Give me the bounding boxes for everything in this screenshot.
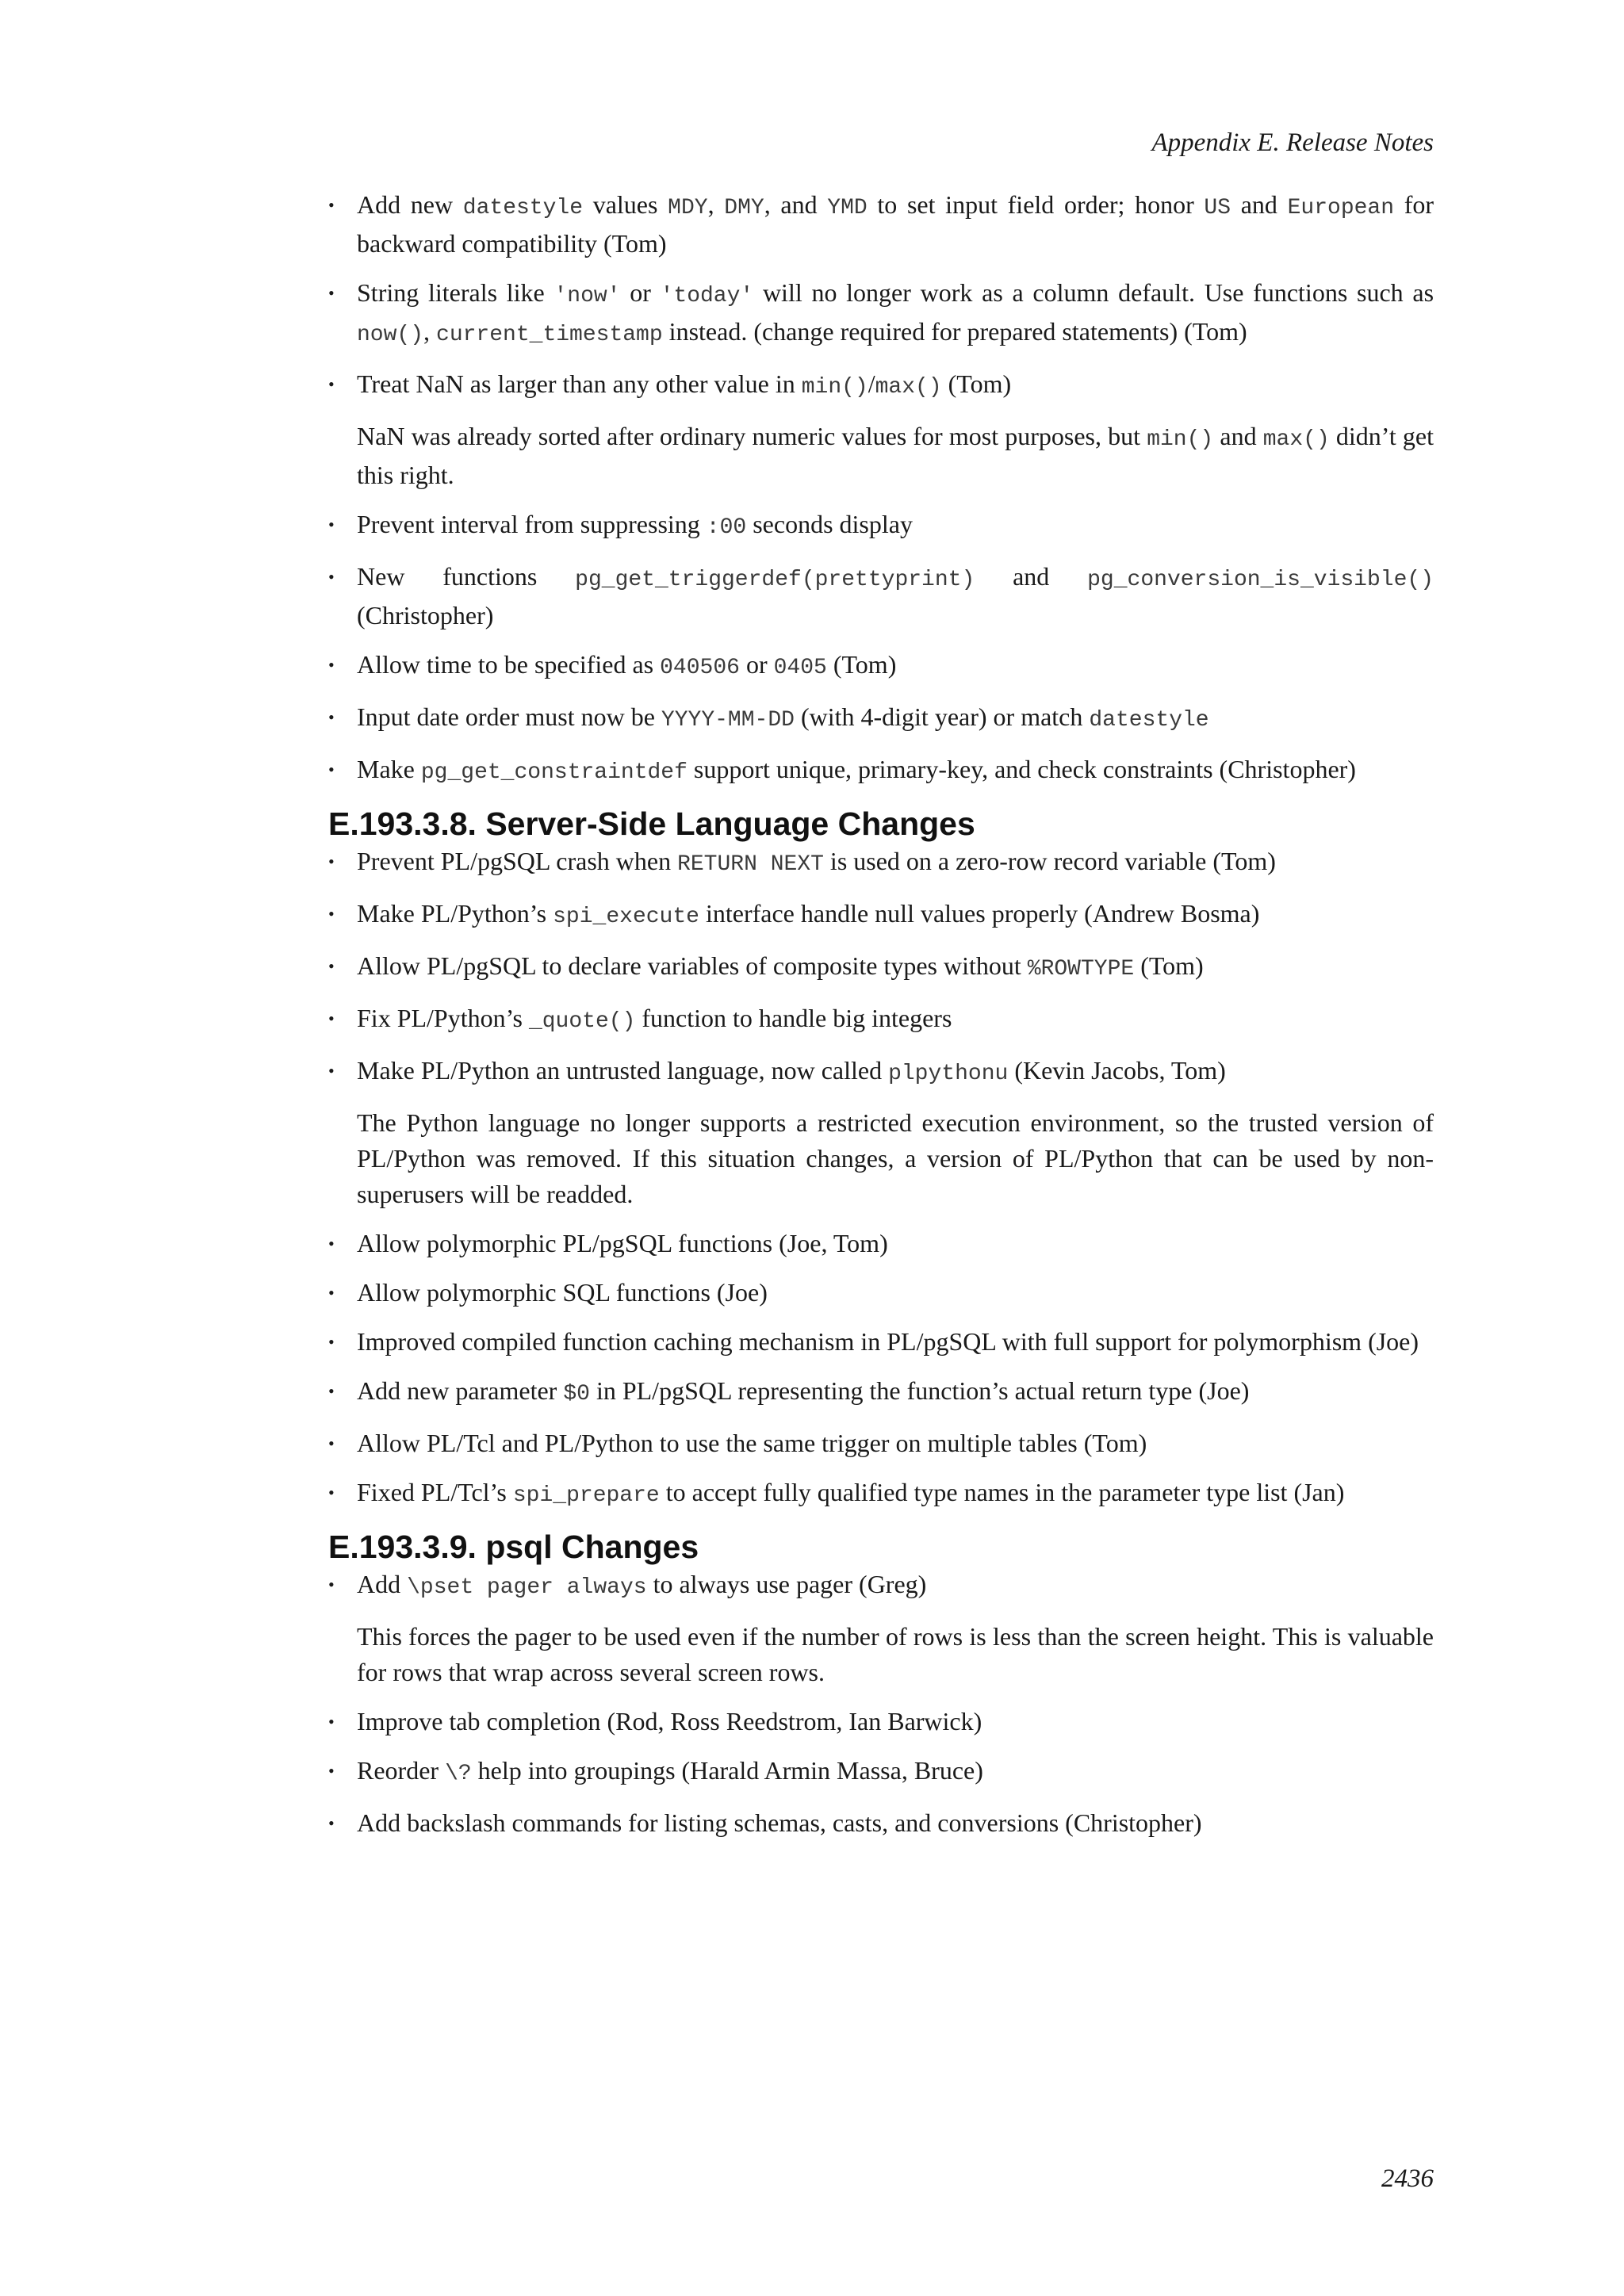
page-content xyxy=(328,187,1434,1854)
section-heading-psql: E.193.3.9. psql Changes xyxy=(328,1529,699,1565)
item-note: NaN was already sorted after ordinary numeric values for most purposes, but min() and max() didn’t get this right. xyxy=(357,422,1434,489)
list-item: • Make PL/Python an untrusted language, now called plpythonu (Kevin Jacobs, Tom) The Python language no longer supports a restricted execution environment, so the trusted version of PL/Python was removed. If this situation changes, a version of PL/Python that can be used by non-superusers will be readded. xyxy=(328,1053,1434,1212)
list-item: • Input date order must now be YYYY-MM-DD (with 4-digit year) or match datestyle xyxy=(328,699,1434,738)
list-item: • Treat NaN as larger than any other value in min()/max() (Tom) NaN was already sorted after ordinary numeric values for most purposes, but min() and max() didn’t get this right. xyxy=(328,366,1434,493)
list-item: • Add \pset pager always to always use pager (Greg) This forces the pager to be used even if the number of rows is less than the screen height. This is valuable for rows that wrap across several screen rows. xyxy=(328,1567,1434,1690)
change-list-psql xyxy=(328,1567,1434,1841)
list-item: • New functions pg_get_triggerdef(prettyprint) and pg_conversion_is_visible() (Christopher) xyxy=(328,559,1434,633)
list-item: • Prevent PL/pgSQL crash when RETURN NEXT is used on a zero-row record variable (Tom) xyxy=(328,844,1434,882)
change-list-server-side xyxy=(328,844,1434,1513)
list-item: • Improve tab completion (Rod, Ross Reedstrom, Ian Barwick) xyxy=(328,1704,1434,1739)
list-item: • Reorder \? help into groupings (Harald Armin Massa, Bruce) xyxy=(328,1753,1434,1792)
list-item: • Make PL/Python’s spi_execute interface handle null values properly (Andrew Bosma) xyxy=(328,896,1434,935)
list-item: • Add new datestyle values MDY, DMY, and YMD to set input field order; honor US and European for backward compatibility (Tom) xyxy=(328,187,1434,262)
list-item: • Allow PL/Tcl and PL/Python to use the same trigger on multiple tables (Tom) xyxy=(328,1425,1434,1461)
list-item: • Allow polymorphic SQL functions (Joe) xyxy=(328,1275,1434,1311)
item-note: This forces the pager to be used even if the number of rows is less than the screen height. This is valuable for rows that wrap across several screen rows. xyxy=(357,1622,1434,1686)
section-heading-server-side: E.193.3.8. Server-Side Language Changes xyxy=(328,806,975,842)
item-note: The Python language no longer supports a restricted execution environment, so the trusted version of PL/Python was removed. If this situation changes, a version of PL/Python that can be used by non-superusers will be readded. xyxy=(357,1108,1434,1208)
list-item: • Add new parameter $0 in PL/pgSQL representing the function’s actual return type (Joe) xyxy=(328,1373,1434,1412)
list-item: • Allow polymorphic PL/pgSQL functions (Joe, Tom) xyxy=(328,1226,1434,1261)
list-item: • Fix PL/Python’s _quote() function to handle big integers xyxy=(328,1001,1434,1039)
list-item: • Allow PL/pgSQL to declare variables of composite types without %ROWTYPE (Tom) xyxy=(328,948,1434,987)
list-item: • Fixed PL/Tcl’s spi_prepare to accept fully qualified type names in the parameter type list (Jan) xyxy=(328,1475,1434,1513)
list-item: • Make pg_get_constraintdef support unique, primary-key, and check constraints (Christopher) xyxy=(328,752,1434,790)
change-list-general xyxy=(328,187,1434,790)
list-item: • Prevent interval from suppressing :00 seconds display xyxy=(328,507,1434,545)
list-item: • Improved compiled function caching mechanism in PL/pgSQL with full support for polymorphism (Joe) xyxy=(328,1324,1434,1360)
justified-line: • New functions pg_get_triggerdef(prettyprint) and pg_conversion_is_visible() xyxy=(357,562,1434,592)
list-item: • String literals like 'now' or 'today' will no longer work as a column default. Use functions such as now(), current_timestamp instead. (change required for prepared statements) (Tom) xyxy=(328,275,1434,353)
list-item: • Allow time to be specified as 040506 or 0405 (Tom) xyxy=(328,647,1434,686)
running-header: Appendix E. Release Notes xyxy=(1151,128,1434,157)
list-item: • Add backslash commands for listing schemas, casts, and conversions (Christopher) xyxy=(328,1805,1434,1841)
page-number: 2436 xyxy=(1381,2164,1434,2193)
